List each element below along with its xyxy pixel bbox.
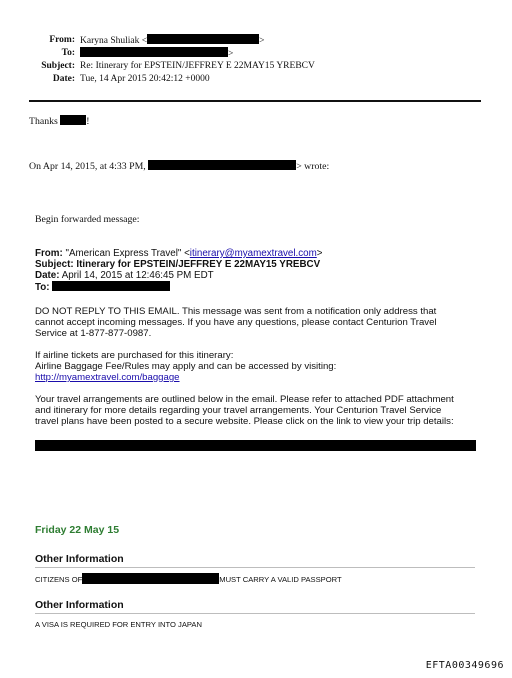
redaction-block — [52, 281, 170, 291]
date-value: Tue, 14 Apr 2015 20:42:12 +0000 — [80, 74, 210, 84]
subject-value: Re: Itinerary for EPSTEIN/JEFFREY E 22MAY15 YREBCV — [80, 61, 315, 71]
thanks-line — [29, 115, 90, 127]
fw-from-email-link[interactable]: itinerary@myamextravel.com — [189, 248, 317, 259]
fw-subject-line — [35, 259, 320, 270]
redaction-block — [147, 34, 259, 44]
notice-line-3: Service at 1-877-877-0987. — [35, 328, 152, 339]
from-sender: Karyna Shuliak < — [80, 36, 148, 46]
date-label: Date: — [52, 74, 75, 84]
section-1-suffix: MUST CARRY A VALID PASSPORT — [219, 575, 342, 584]
thanks-suffix: ! — [86, 116, 90, 127]
bates-number: EFTA00349696 — [425, 660, 504, 671]
redaction-block — [148, 160, 296, 170]
section-1-title: Other Information — [35, 553, 124, 565]
redacted-trip-link — [35, 440, 476, 451]
fw-from-name: "American Express Travel" < — [65, 248, 190, 259]
thanks-prefix: Thanks — [29, 116, 58, 127]
day-heading: Friday 22 May 15 — [35, 524, 120, 536]
fw-to-line — [35, 281, 170, 293]
redaction-block — [82, 573, 219, 584]
fw-date-label: Date: — [35, 270, 60, 281]
quote-suffix: > wrote: — [296, 161, 330, 172]
redaction-block — [60, 115, 86, 125]
quote-line — [29, 160, 329, 172]
baggage-link[interactable]: http://myamextravel.com/baggage — [35, 372, 180, 383]
fw-subject-value: Itinerary for EPSTEIN/JEFFREY E 22MAY15 YREBCV — [76, 259, 321, 270]
arr-line-2: and itinerary for more details regarding your travel arrangements. Your Centurion Travel Service — [35, 405, 442, 416]
subject-label: Subject: — [41, 61, 75, 71]
section-2-text: A VISA IS REQUIRED FOR ENTRY INTO JAPAN — [35, 620, 202, 629]
baggage-line-1: If airline tickets are purchased for this itinerary: — [35, 350, 234, 361]
from-value — [80, 34, 264, 47]
fw-from-label: From: — [35, 248, 63, 259]
notice-line-1: DO NOT REPLY TO THIS EMAIL. This message was sent from a notification only address that — [35, 306, 437, 317]
fw-date-value: April 14, 2015 at 12:46:45 PM EDT — [61, 270, 214, 281]
quote-prefix: On Apr 14, 2015, at 4:33 PM, — [29, 161, 146, 172]
fw-date-line — [35, 270, 214, 281]
section-1-divider — [35, 567, 475, 568]
section-1-prefix: CITIZENS OF — [35, 575, 83, 584]
fw-from-close: > — [316, 248, 323, 259]
section-1-text — [35, 573, 342, 584]
begin-forwarded: Begin forwarded message: — [35, 214, 140, 225]
fw-from-line — [35, 248, 323, 259]
baggage-line-2: Airline Baggage Fee/Rules may apply and can be accessed by visiting: — [35, 361, 337, 372]
notice-paragraph — [35, 306, 490, 339]
from-close: > — [259, 36, 265, 46]
fw-to-label: To: — [35, 282, 50, 293]
arrangements-paragraph — [35, 394, 490, 427]
baggage-paragraph — [35, 350, 490, 383]
arr-line-3: travel plans have been posted to a secure website. Please click on the link to view your trip details: — [35, 416, 454, 427]
from-label: From: — [49, 35, 75, 45]
section-2-divider — [35, 613, 475, 614]
to-label: To: — [61, 48, 75, 58]
fw-subject-label: Subject: — [35, 259, 74, 270]
to-close: > — [228, 49, 234, 59]
section-2-title: Other Information — [35, 599, 124, 611]
arr-line-1: Your travel arrangements are outlined below in the email. Please refer to attached PDF attachment — [35, 394, 454, 405]
redaction-block — [80, 47, 228, 57]
header-divider — [29, 100, 481, 102]
notice-line-2: cannot accept incoming messages. If you have any questions, please contact Centurion Travel — [35, 317, 437, 328]
to-value — [80, 47, 233, 60]
